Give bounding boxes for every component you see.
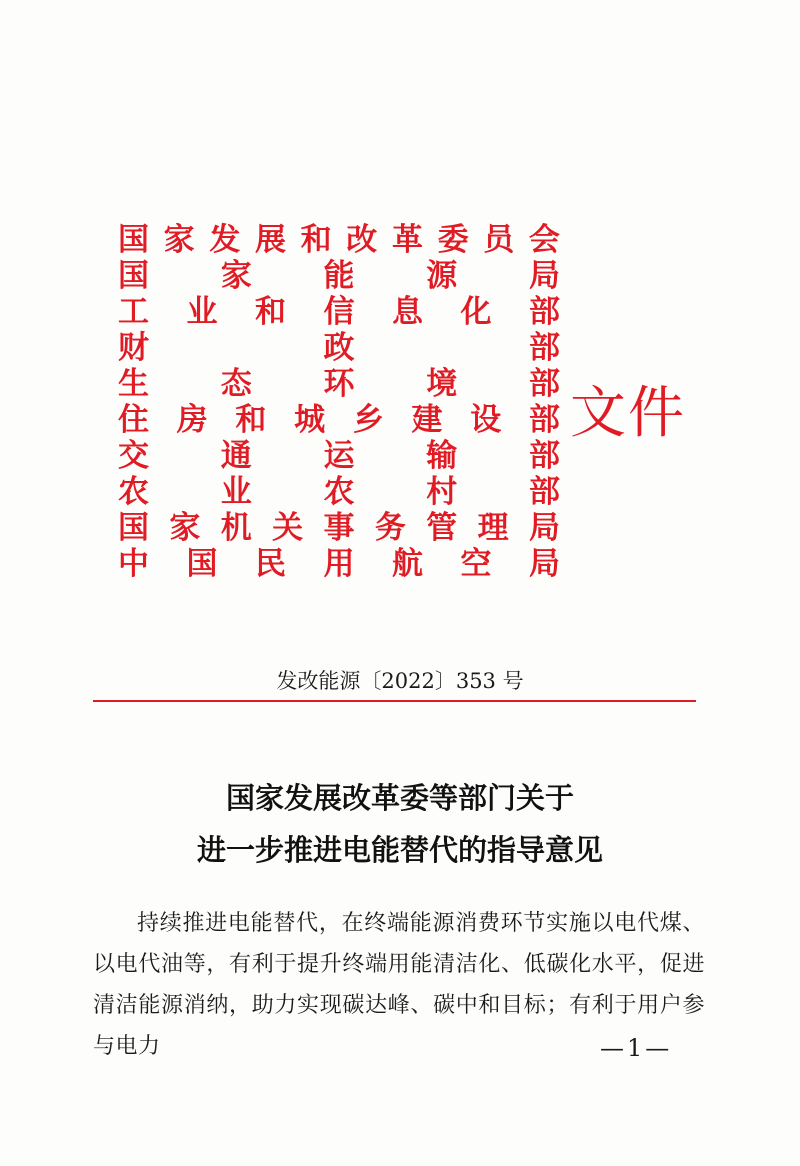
- issuer-miit: 工 业 和 信 息 化 部: [118, 294, 560, 330]
- red-divider-line: [93, 700, 696, 702]
- issuer-caac: 中 国 民 用 航 空 局: [118, 546, 560, 582]
- page-number: —1—: [600, 1034, 673, 1062]
- body-paragraph: 持续推进电能替代，在终端能源消费环节实施以电代煤、以电代油等，有利于提升终端用能清洁化、低碳化水平，促进清洁能源消纳，助力实现碳达峰、碳中和目标；有利于用户参与电力: [93, 911, 705, 1059]
- issuer-mohurd: 住 房 和 城 乡 建 设 部: [118, 402, 560, 438]
- issuer-mee: 生 态 环 境 部: [118, 366, 560, 402]
- document-title-line1: 国家发展改革委等部门关于: [225, 781, 574, 815]
- issuer-nea: 国 家 能 源 局: [118, 258, 560, 294]
- document-mark: 文件: [570, 381, 686, 446]
- issuer-mof: 财 政 部: [118, 330, 560, 366]
- document-title-line2: 进一步推进电能替代的指导意见: [196, 833, 603, 867]
- issuing-authorities: [118, 222, 560, 582]
- issuer-ggj: 国 家 机 关 事 务 管 理 局: [118, 510, 560, 546]
- issuer-mot: 交 通 运 输 部: [118, 438, 560, 474]
- document-number: 发改能源〔2022〕353 号: [276, 669, 524, 693]
- issuer-ndrc: 国 家 发 展 和 改 革 委 员 会: [118, 222, 560, 258]
- issuer-moa: 农 业 农 村 部: [118, 474, 560, 510]
